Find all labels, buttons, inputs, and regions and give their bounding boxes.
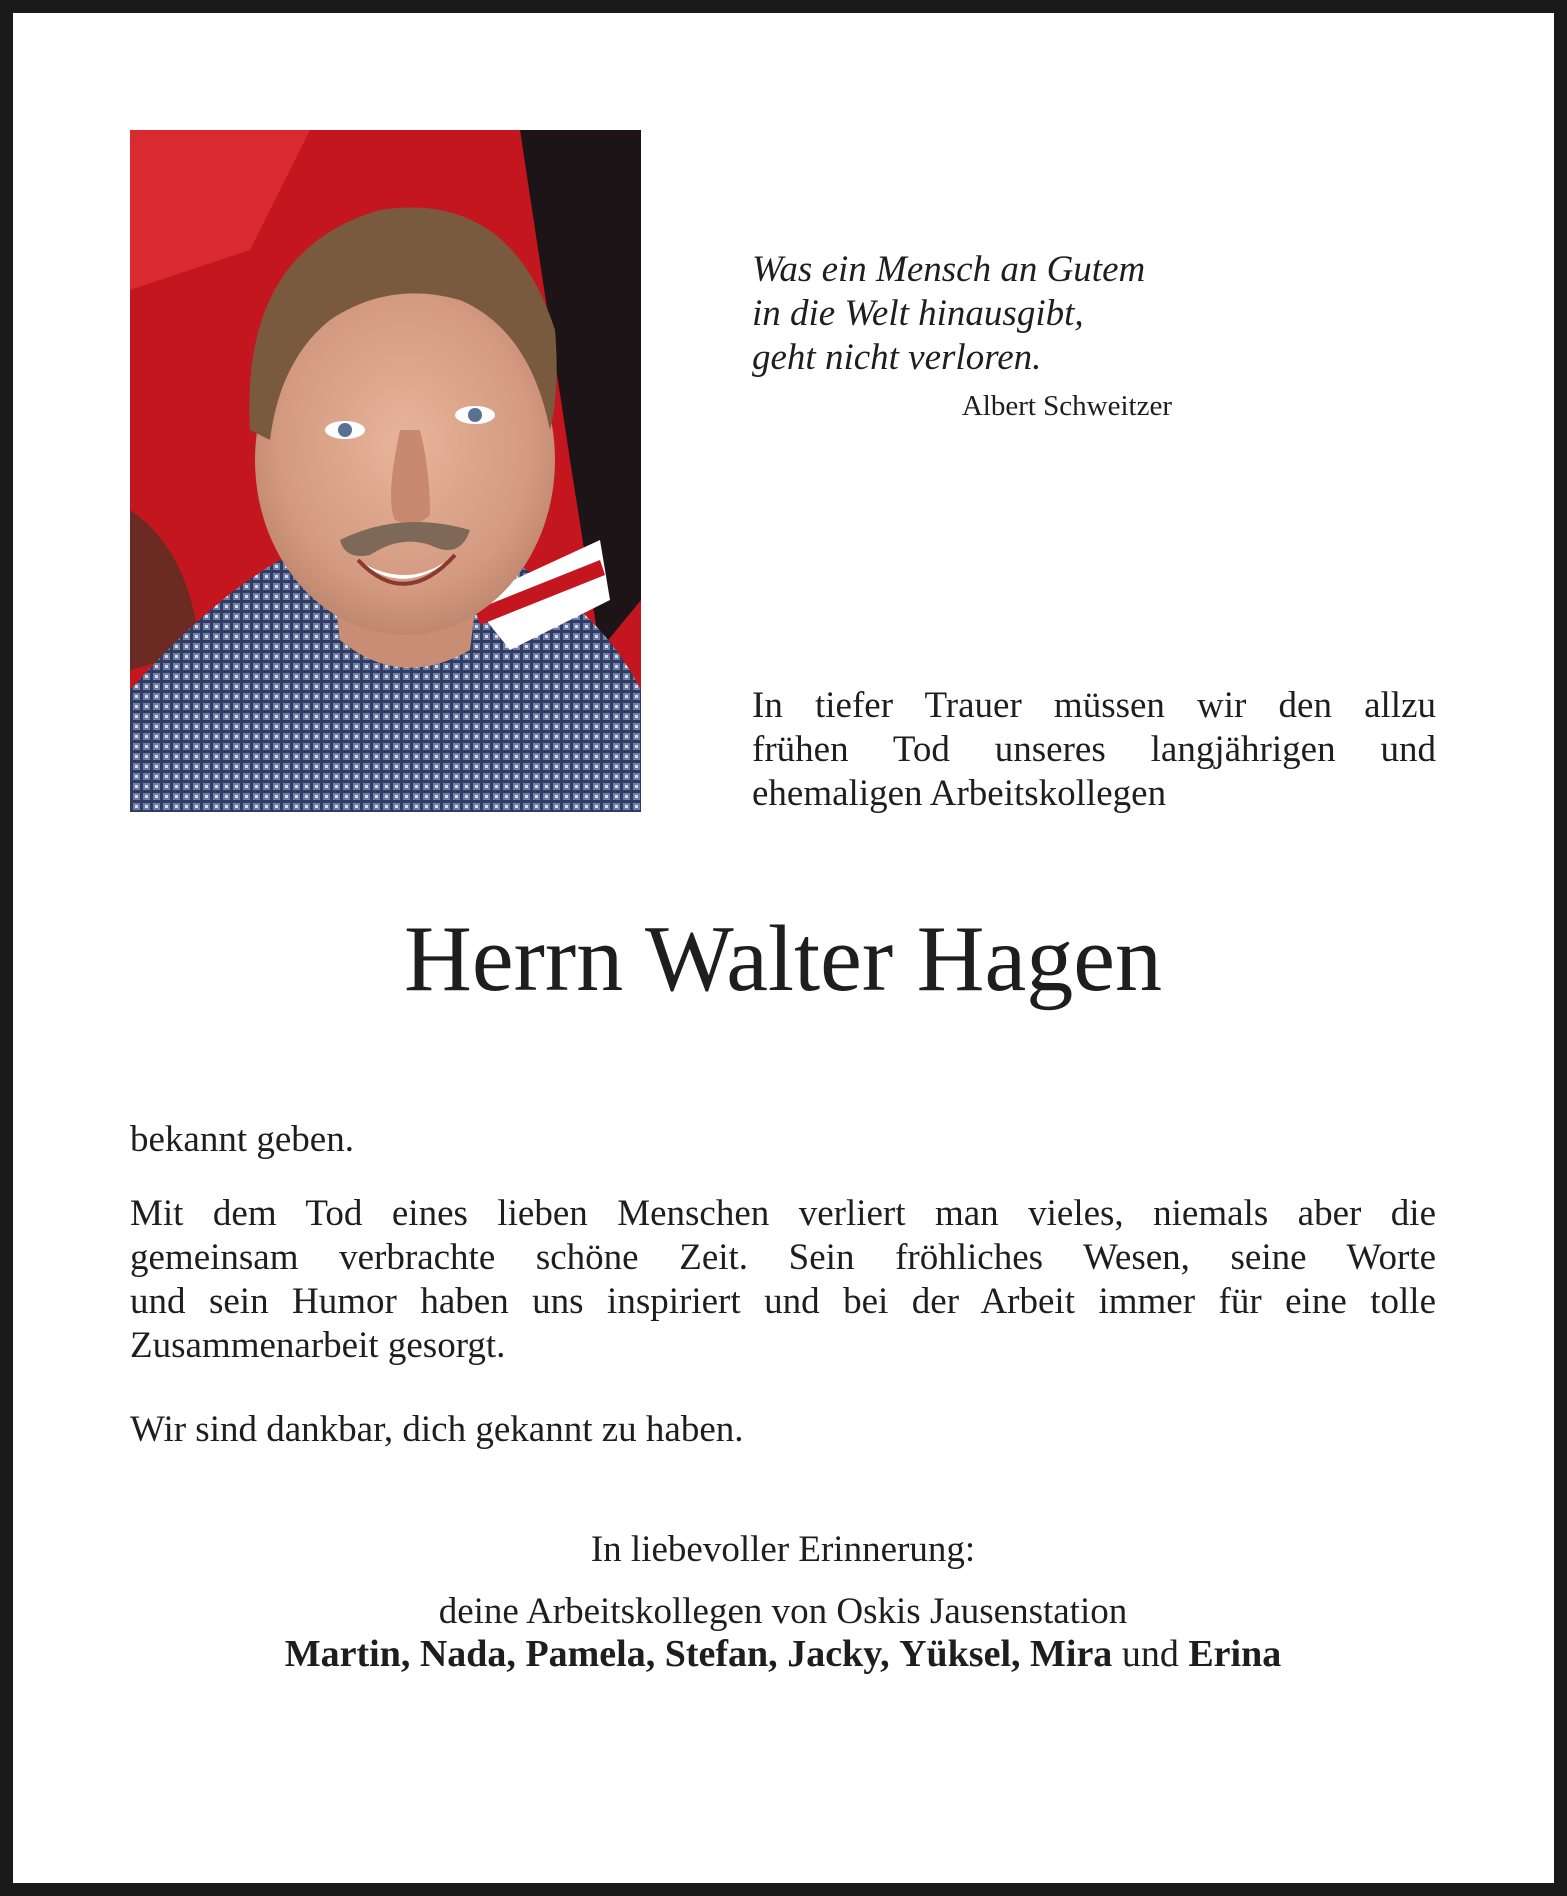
colleague-name: Martin, — [284, 1633, 411, 1675]
colleague-name: Stefan, — [664, 1633, 778, 1675]
intro-line: ehemaligen Arbeitskollegen — [752, 773, 1167, 814]
colleague-name: Yüksel, — [899, 1633, 1021, 1675]
signature-names — [130, 1632, 1436, 1676]
colleague-name: Mira — [1030, 1633, 1113, 1675]
intro-line: frühen Tod unseres langjährigen und — [752, 729, 1436, 770]
portrait-photo — [130, 130, 641, 812]
quote-author: Albert Schweitzer — [961, 390, 1172, 422]
body-line: gemeinsam verbrachte schöne Zeit. Sein fröhliches Wesen, seine Worte — [130, 1237, 1436, 1278]
colleague-name: Jacky, — [787, 1633, 890, 1675]
signature-heading: In liebevoller Erinnerung: — [590, 1529, 976, 1570]
quote — [752, 248, 1192, 380]
body-line: Zusammenarbeit gesorgt. — [130, 1325, 506, 1366]
quote-line: in die Welt hinausgibt, — [752, 293, 1084, 334]
colleague-name: Erina — [1188, 1633, 1282, 1675]
conjunction: und — [1121, 1633, 1179, 1675]
colleague-name: Pamela, — [525, 1633, 656, 1675]
intro-line: In tiefer Trauer müssen wir den allzu — [752, 685, 1436, 726]
signature-line: deine Arbeitskollegen von Oskis Jausenstation — [438, 1591, 1128, 1632]
deceased-name: Herrn Walter Hagen — [403, 907, 1162, 1011]
body-paragraph-1: bekannt geben. — [130, 1119, 354, 1160]
quote-line: geht nicht verloren. — [752, 337, 1042, 378]
body-line: Mit dem Tod eines lieben Menschen verliert man vieles, niemals aber die — [130, 1193, 1436, 1234]
colleague-name: Nada, — [419, 1633, 516, 1675]
body-line: und sein Humor haben uns inspiriert und bei der Arbeit immer für eine tolle — [130, 1281, 1436, 1322]
body-paragraph-2 — [130, 1192, 1436, 1368]
body-paragraph-3: Wir sind dankbar, dich gekannt zu haben. — [130, 1409, 744, 1450]
quote-line: Was ein Mensch an Gutem — [752, 249, 1146, 290]
intro-text — [752, 684, 1436, 816]
